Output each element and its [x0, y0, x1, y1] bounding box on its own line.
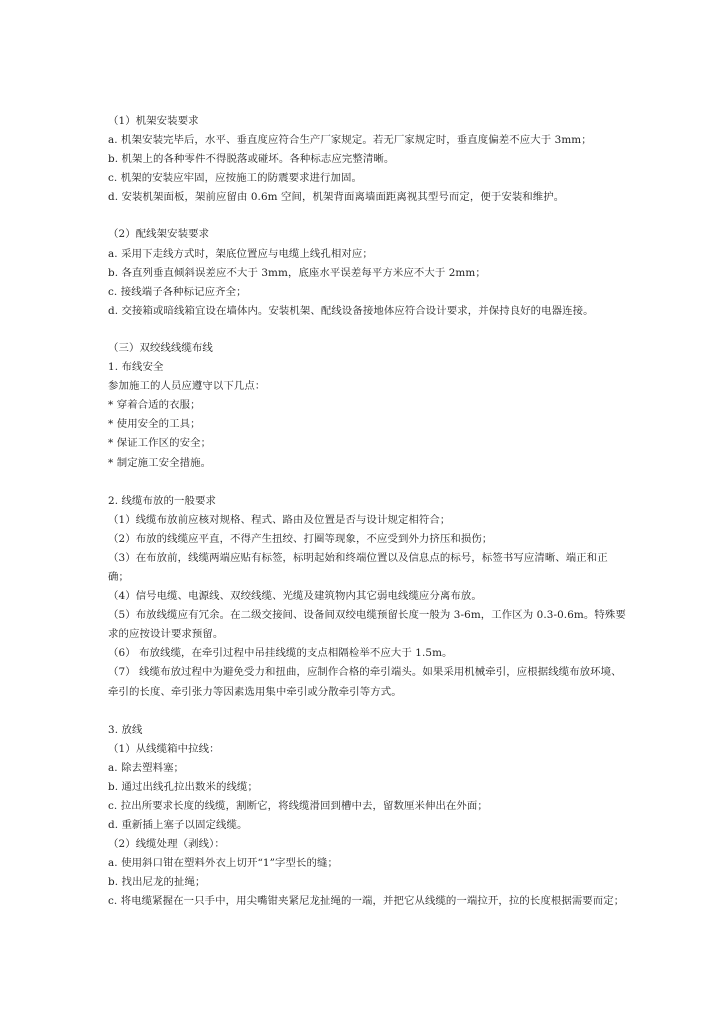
- section-heading: （1）机架安装要求: [108, 115, 199, 127]
- list-item: c. 接线端子各种标记应齐全；: [108, 285, 247, 298]
- list-item: （7） 线缆布放过程中为避免受力和扭曲，应制作合格的牵引端头。如果采用机械牵引，应根据线缆布放环境、牵引的长度、牵引张力等因素选用集中牵引或分散牵引等方式。: [108, 666, 622, 698]
- bullet-item: * 保证工作区的安全；: [108, 437, 212, 450]
- section-heading: 3. 放线: [108, 723, 143, 736]
- section-cable-laying-requirements: [108, 492, 628, 702]
- list-item: b. 各直列垂直倾斜误差应不大于 3mm，底座水平误差每平方米应不大于 2mm；: [108, 266, 486, 279]
- list-item: （1）线缆布放前应核对规格、程式、路由及位置是否与设计规定相符合；: [108, 513, 451, 526]
- list-item: c. 将电缆紧握在一只手中，用尖嘴钳夹紧尼龙扯绳的一端，并把它从线缆的一端拉开，拉的长度根据需要而定；: [108, 895, 625, 908]
- list-item: b. 找出尼龙的扯绳；: [108, 876, 206, 889]
- list-item: b. 通过出线孔拉出数米的线缆；: [108, 780, 258, 793]
- bullet-item: * 制定施工安全措施。: [108, 456, 212, 469]
- subsection-heading: 1. 布线安全: [108, 361, 164, 374]
- spacer: [108, 321, 628, 339]
- subsection-heading: （1）从线缆箱中拉线：: [108, 742, 220, 755]
- document-body: [108, 112, 628, 912]
- bullet-item: * 使用安全的工具；: [108, 418, 201, 431]
- list-item: d. 安装机架面板，架前应留由 0.6m 空间，机架背面离墙面距离视其型号而定，便于安装和维护。: [108, 191, 565, 204]
- section-pulling-cable: [108, 721, 628, 912]
- list-item: （6） 布放线缆，在牵引过程中吊挂线缆的支点相隔检举不应大于 1.5m。: [108, 647, 453, 660]
- list-item: a. 机架安装完毕后，水平、垂直度应符合生产厂家规定。若无厂家规定时，垂直度偏差不应大于 3mm；: [108, 134, 592, 147]
- list-item: c. 机架的安装应牢固，应按施工的防震要求进行加固。: [108, 172, 363, 185]
- spacer: [108, 207, 628, 225]
- list-item: （3）在布放前，线缆两端应贴有标签，标明起始和终端位置以及信息点的标号，标签书写应清晰、端正和正确；: [108, 551, 608, 583]
- section-patch-panel-installation: [108, 225, 628, 320]
- section-heading: （三）双绞线线缆布线: [108, 341, 213, 354]
- section-rack-installation: [108, 112, 628, 207]
- list-item: a. 采用下走线方式时，架底位置应与电缆上线孔相对应；: [108, 247, 373, 260]
- section-heading: （2）配线架安装要求: [108, 228, 210, 241]
- section-twisted-pair-cabling: [108, 339, 628, 473]
- subsection-heading: （2）线缆处理（剥线）：: [108, 838, 225, 851]
- list-item: a. 使用斜口钳在塑料外衣上切开“1”字型长的缝；: [108, 857, 338, 870]
- list-item: d. 交接箱或暗线箱宜设在墙体内。安装机架、配线设备接地体应符合设计要求，并保持良好的电器连接。: [108, 304, 594, 317]
- list-item: d. 重新插上塞子以固定线缆。: [108, 819, 248, 832]
- list-item: b. 机架上的各种零件不得脱落或碰坏。各种标志应完整清晰。: [108, 153, 395, 166]
- section-heading: 2. 线缆布放的一般要求: [108, 494, 216, 507]
- bullet-item: * 穿着合适的衣服；: [108, 399, 201, 412]
- list-item: （4）信号电缆、电源线、双绞线缆、光缆及建筑物内其它弱电线缆应分离布放。: [108, 590, 482, 603]
- list-item: a. 除去塑料塞；: [108, 761, 185, 774]
- list-item: （5）布放线缆应有冗余。在二级交接间、设备间双绞电缆预留长度一般为 3-6m，工作区为 0.3-0.6m。特殊要求的应按设计要求预留。: [108, 609, 626, 641]
- paragraph: 参加施工的人员应遵守以下几点：: [108, 380, 266, 393]
- list-item: （2）布放的线缆应平直，不得产生扭绞、打圈等现象，不应受到外力挤压和损伤；: [108, 532, 493, 545]
- spacer: [108, 473, 628, 492]
- list-item: c. 拉出所要求长度的线缆，割断它，将线缆滑回到槽中去，留数厘米伸出在外面；: [108, 800, 488, 812]
- spacer: [108, 702, 628, 721]
